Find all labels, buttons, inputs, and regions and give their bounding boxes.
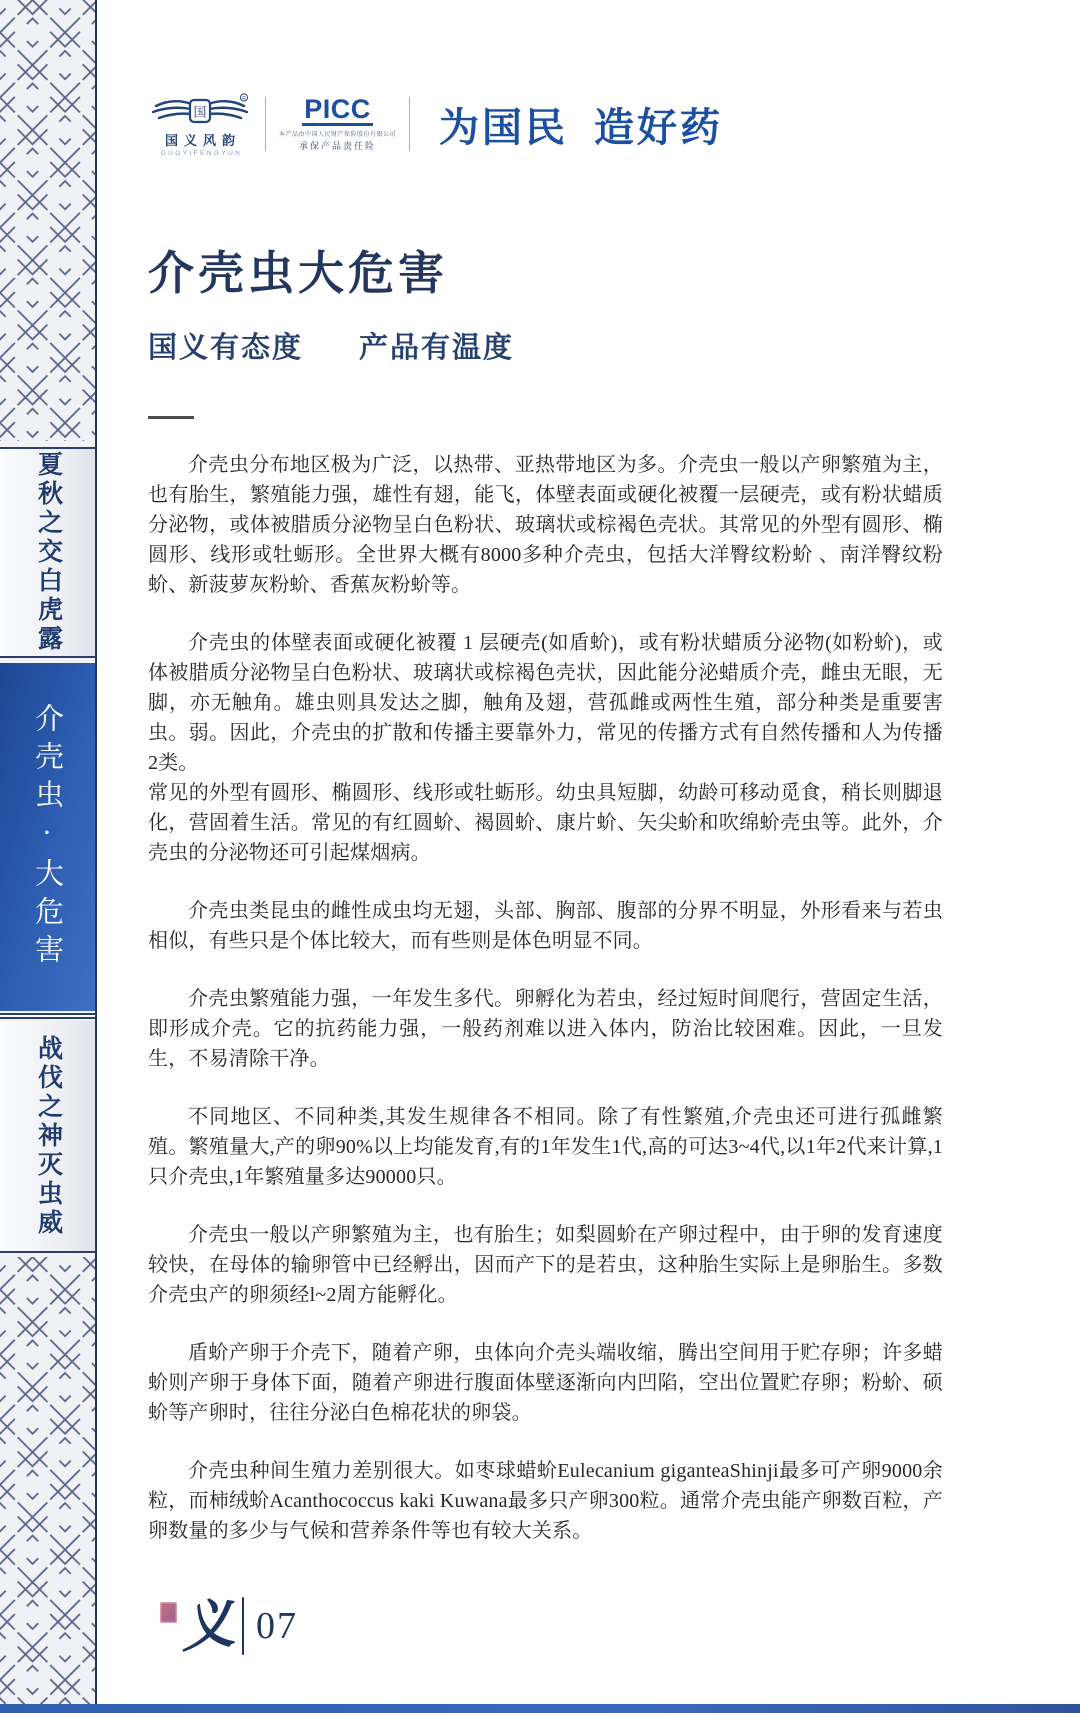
picc-logo	[279, 96, 396, 152]
brand-latin-name: GUOYIFENGYUN	[160, 149, 243, 157]
fret-pattern-bottom-icon	[0, 1257, 95, 1713]
winged-emblem-icon	[150, 92, 250, 132]
header-divider	[265, 97, 266, 151]
page-footer	[160, 1588, 298, 1664]
footer-divider	[242, 1597, 244, 1655]
left-sidebar	[0, 0, 97, 1713]
slogan-right: 造好药	[594, 105, 724, 150]
fret-pattern-top-icon	[0, 0, 95, 441]
brand-guoyifengyun	[148, 92, 252, 157]
body-paragraph: 盾蚧产卵于介壳下，随着产卵，虫体向介壳头端收缩，腾出空间用于贮存卵；许多蜡蚧则产卵于身体下面，随着产卵进行腹面体壁逐渐向内凹陷，空出位置贮存卵；粉蚧、硕蚧等产卵时，往往分泌白色棉花状的卵袋。	[148, 1342, 943, 1424]
slogan-left: 为国民	[439, 105, 569, 150]
brand-name: 国义风韵	[164, 132, 241, 148]
header-divider	[409, 97, 410, 151]
page-title: 介壳虫大危害	[148, 248, 448, 299]
seal-calligraphy: 义	[177, 1593, 237, 1659]
body-paragraph: 介壳虫一般以产卵繁殖为主，也有胎生；如梨圆蚧在产卵过程中，由于卵的发育速度较快，在母体的输卵管中已经孵出，因而产下的是若虫，这种胎生实际上是卵胎生。多数介壳虫产的卵须经l~2周方能孵化。	[148, 1224, 943, 1306]
sidebar-section-summer-autumn	[0, 447, 95, 658]
body-paragraph: 介壳虫分布地区极为广泛，以热带、亚热带地区为多。介壳虫一般以产卵繁殖为主，也有胎生，繁殖能力强，雄性有翅，能飞，体壁表面或硬化被覆一层硬壳，或有粉状蜡质分泌物，或体被腊质分泌物呈白色粉状、玻璃状或棕褐色壳状。其常见的外型有圆形、椭圆形、线形或牡蛎形。全世界大概有8000多种介壳虫，包括大洋臀纹粉蚧 、南洋臀纹粉蚧、新菠萝灰粉蚧、香蕉灰粉蚧等。	[148, 454, 943, 596]
sidebar-section-god-of-war	[0, 1021, 95, 1253]
page-number: 07	[256, 1605, 298, 1647]
subtitle-right: 产品有温度	[359, 332, 515, 364]
picc-subtext-1: 本产品由中国人民财产保险股份有限公司	[279, 132, 397, 138]
bottom-accent-bar	[0, 1704, 1080, 1713]
seal-stamp-icon	[160, 1602, 177, 1623]
registered-mark-icon: R	[242, 95, 246, 102]
sidebar-section-scale-insect	[0, 663, 95, 1011]
body-paragraph: 介壳虫类昆虫的雌性成虫均无翅，头部、胸部、腹部的分界不明显，外形看来与若虫相似，有些只是个体比较大，而有些则是体色明显不同。	[148, 900, 943, 952]
main-content	[148, 0, 943, 1546]
sidebar-label: 战伐之神灭虫威	[34, 1034, 62, 1238]
sidebar-label: 介壳虫·大危害	[31, 702, 63, 972]
body-paragraph: 常见的外型有圆形、椭圆形、线形或牡蛎形。幼虫具短脚，幼龄可移动觅食，稍长则脚退化，营固着生活。常见的有红圆蚧、褐圆蚧、康片蚧、矢尖蚧和吹绵蚧壳虫等。此外，介壳虫的分泌物还可引起煤烟病。	[148, 782, 943, 864]
subtitle-divider	[148, 416, 194, 419]
header-slogan	[439, 96, 723, 153]
emblem-char: 国	[193, 104, 207, 119]
body-paragraph: 介壳虫繁殖能力强，一年发生多代。卵孵化为若虫，经过短时间爬行，营固定生活，即形成介壳。它的抗药能力强，一般药剂难以进入体内，防治比较困难。因此，一旦发生，不易清除干净。	[148, 988, 943, 1070]
picc-subtext-2: 承保产品责任险	[299, 141, 377, 151]
body-paragraph: 介壳虫的体壁表面或硬化被覆 1 层硬壳(如盾蚧)，或有粉状蜡质分泌物(如粉蚧)，或体被腊质分泌物呈白色粉状、玻璃状或棕褐色壳状，因此能分泌蜡质介壳，雌虫无眼，无脚，亦无触角。雄虫则具发达之脚，触角及翅，营孤雌或两性生殖，部分种类是重要害虫。弱。因此，介壳虫的扩散和传播主要靠外力，常见的传播方式有自然传播和人为传播2类。	[148, 632, 943, 774]
subtitle-left: 国义有态度	[148, 332, 304, 364]
body-paragraph: 不同地区、不同种类,其发生规律各不相同。除了有性繁殖,介壳虫还可进行孤雌繁殖。繁殖量大,产的卵90%以上均能发育,有的1年发生1代,高的可达3~4代,以1年2代来计算,1只介壳虫,1年繁殖量多达90000只。	[148, 1106, 943, 1188]
sidebar-label: 夏秋之交白虎露	[34, 451, 62, 654]
body-paragraph: 介壳虫种间生殖力差别很大。如枣球蜡蚧Eulecanium giganteaShinji最多可产卵9000余粒，而柿绒蚧Acanthococcus kaki Kuwana最多只产卵300粒。通常介壳虫能产卵数百粒，产卵数量的多少与气候和营养条件等也有较大关系。	[148, 1460, 943, 1542]
picc-wordmark: PICC	[304, 94, 371, 124]
article-subtitle	[148, 325, 943, 366]
sidebar-divider	[0, 1013, 95, 1019]
article-body	[148, 450, 943, 1546]
header-brand-row	[148, 85, 943, 163]
